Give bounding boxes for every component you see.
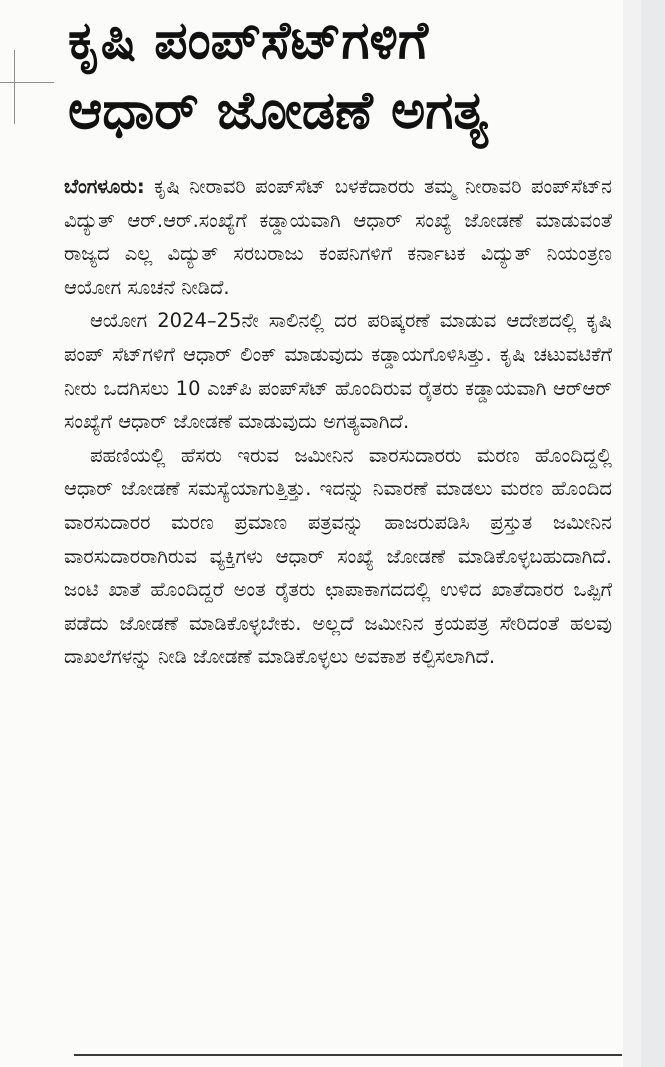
headline-line-1: ಕೃಷಿ ಪಂಪ್‌ಸೆಟ್‌ಗಳಿಗೆ	[68, 11, 429, 71]
crop-mark-horizontal	[0, 82, 54, 83]
article-paragraph-2: ಆಯೋಗ 2024–25ನೇ ಸಾಲಿನಲ್ಲಿ ದರ ಪರಿಷ್ಕರಣೆ ಮಾಡುವ ಆದೇಶದಲ್ಲಿ ಕೃಷಿ ಪಂಪ್ ಸೆಟ್‌ಗಳಿಗೆ ಆಧಾರ್ ಲಿಂಕ್ ಮಾಡುವುದು ಕಡ್ಡಾಯಗೊಳಿಸಿತ್ತು. ಕೃಷಿ ಚಟುವಟಿಕೆಗೆ ನೀರು ಒದಗಿಸಲು 10 ಎಚ್‌ಪಿ ಪಂಪ್‌ಸೆಟ್ ಹೊಂದಿರುವ ರೈತರು ಕಡ್ಡಾಯವಾಗಿ ಆರ್‌ಆರ್ ಸಂಖ್ಯೆಗೆ ಆಧಾರ್ ಜೋಡಣೆ ಮಾಡುವುದು ಅಗತ್ಯವಾಗಿದೆ.	[64, 309, 612, 434]
headline-line-2: ಆಧಾರ್ ಜೋಡಣೆ ಅಗತ್ಯ	[68, 81, 489, 141]
crop-mark-vertical	[14, 50, 15, 124]
column-bottom-rule	[74, 1054, 622, 1056]
article-paragraph-3: ಪಹಣಿಯಲ್ಲಿ ಹೆಸರು ಇರುವ ಜಮೀನಿನ ವಾರಸುದಾರರು ಮರಣ ಹೊಂದಿದ್ದಲ್ಲಿ ಆಧಾರ್ ಜೋಡಣೆ ಸಮಸ್ಯೆಯಾಗುತ್ತಿತ್ತು. ಇದನ್ನು ನಿವಾರಣೆ ಮಾಡಲು ಮರಣ ಹೊಂದಿದ ವಾರಸುದಾರರ ಮರಣ ಪ್ರಮಾಣ ಪತ್ರವನ್ನು ಹಾಜರುಪಡಿಸಿ ಪ್ರಸ್ತುತ ಜಮೀನಿನ ವಾರಸುದಾರರಾಗಿರುವ ವ್ಯಕ್ತಿಗಳು ಆಧಾರ್ ಸಂಖ್ಯೆ ಜೋಡಣೆ ಮಾಡಿಕೊಳ್ಳಬಹುದಾಗಿದೆ. ಜಂಟಿ ಖಾತೆ ಹೊಂದಿದ್ದರೆ ಅಂತ ರೈತರು ಛಾಪಾಕಾಗದದಲ್ಲಿ ಉಳಿದ ಖಾತೆದಾರರ ಒಪ್ಪಿಗೆ ಪಡೆದು ಜೋಡಣೆ ಮಾಡಿಕೊಳ್ಳಬೇಕು. ಅಲ್ಲದೆ ಜಮೀನಿನ ಕ್ರಯಪತ್ರ ಸೇರಿದಂತೆ ಹಲವು ದಾಖಲೆಗಳನ್ನು ನೀಡಿ ಜೋಡಣೆ ಮಾಡಿಕೊಳ್ಳಲು ಅವಕಾಶ ಕಲ್ಪಿಸಲಾಗಿದೆ.	[64, 443, 612, 669]
article-paragraph-1	[64, 170, 612, 304]
article-body	[64, 170, 612, 674]
page-gutter	[623, 0, 665, 1067]
headline	[68, 6, 608, 146]
dateline: ಬೆಂಗಳೂರು:	[64, 175, 145, 198]
page-gutter-shade	[623, 0, 641, 1067]
paragraph-1-text: ಕೃಷಿ ನೀರಾವರಿ ಪಂಪ್‌ಸೆಟ್ ಬಳಕೆದಾರರು ತಮ್ಮ ನೀರಾವರಿ ಪಂಪ್‌ಸೆಟ್‌ನ ವಿದ್ಯುತ್ ಆರ್.ಆರ್.ಸಂಖ್ಯೆಗೆ ಕಡ್ಡಾಯವಾಗಿ ಆಧಾರ್ ಸಂಖ್ಯೆ ಜೋಡಣೆ ಮಾಡುವಂತೆ ರಾಜ್ಯದ ಎಲ್ಲ ವಿದ್ಯುತ್ ಸರಬರಾಜು ಕಂಪನಿಗಳಿಗೆ ಕರ್ನಾಟಕ ವಿದ್ಯುತ್ ನಿಯಂತ್ರಣ ಆಯೋಗ ಸೂಚನೆ ನೀಡಿದೆ.	[64, 175, 613, 299]
